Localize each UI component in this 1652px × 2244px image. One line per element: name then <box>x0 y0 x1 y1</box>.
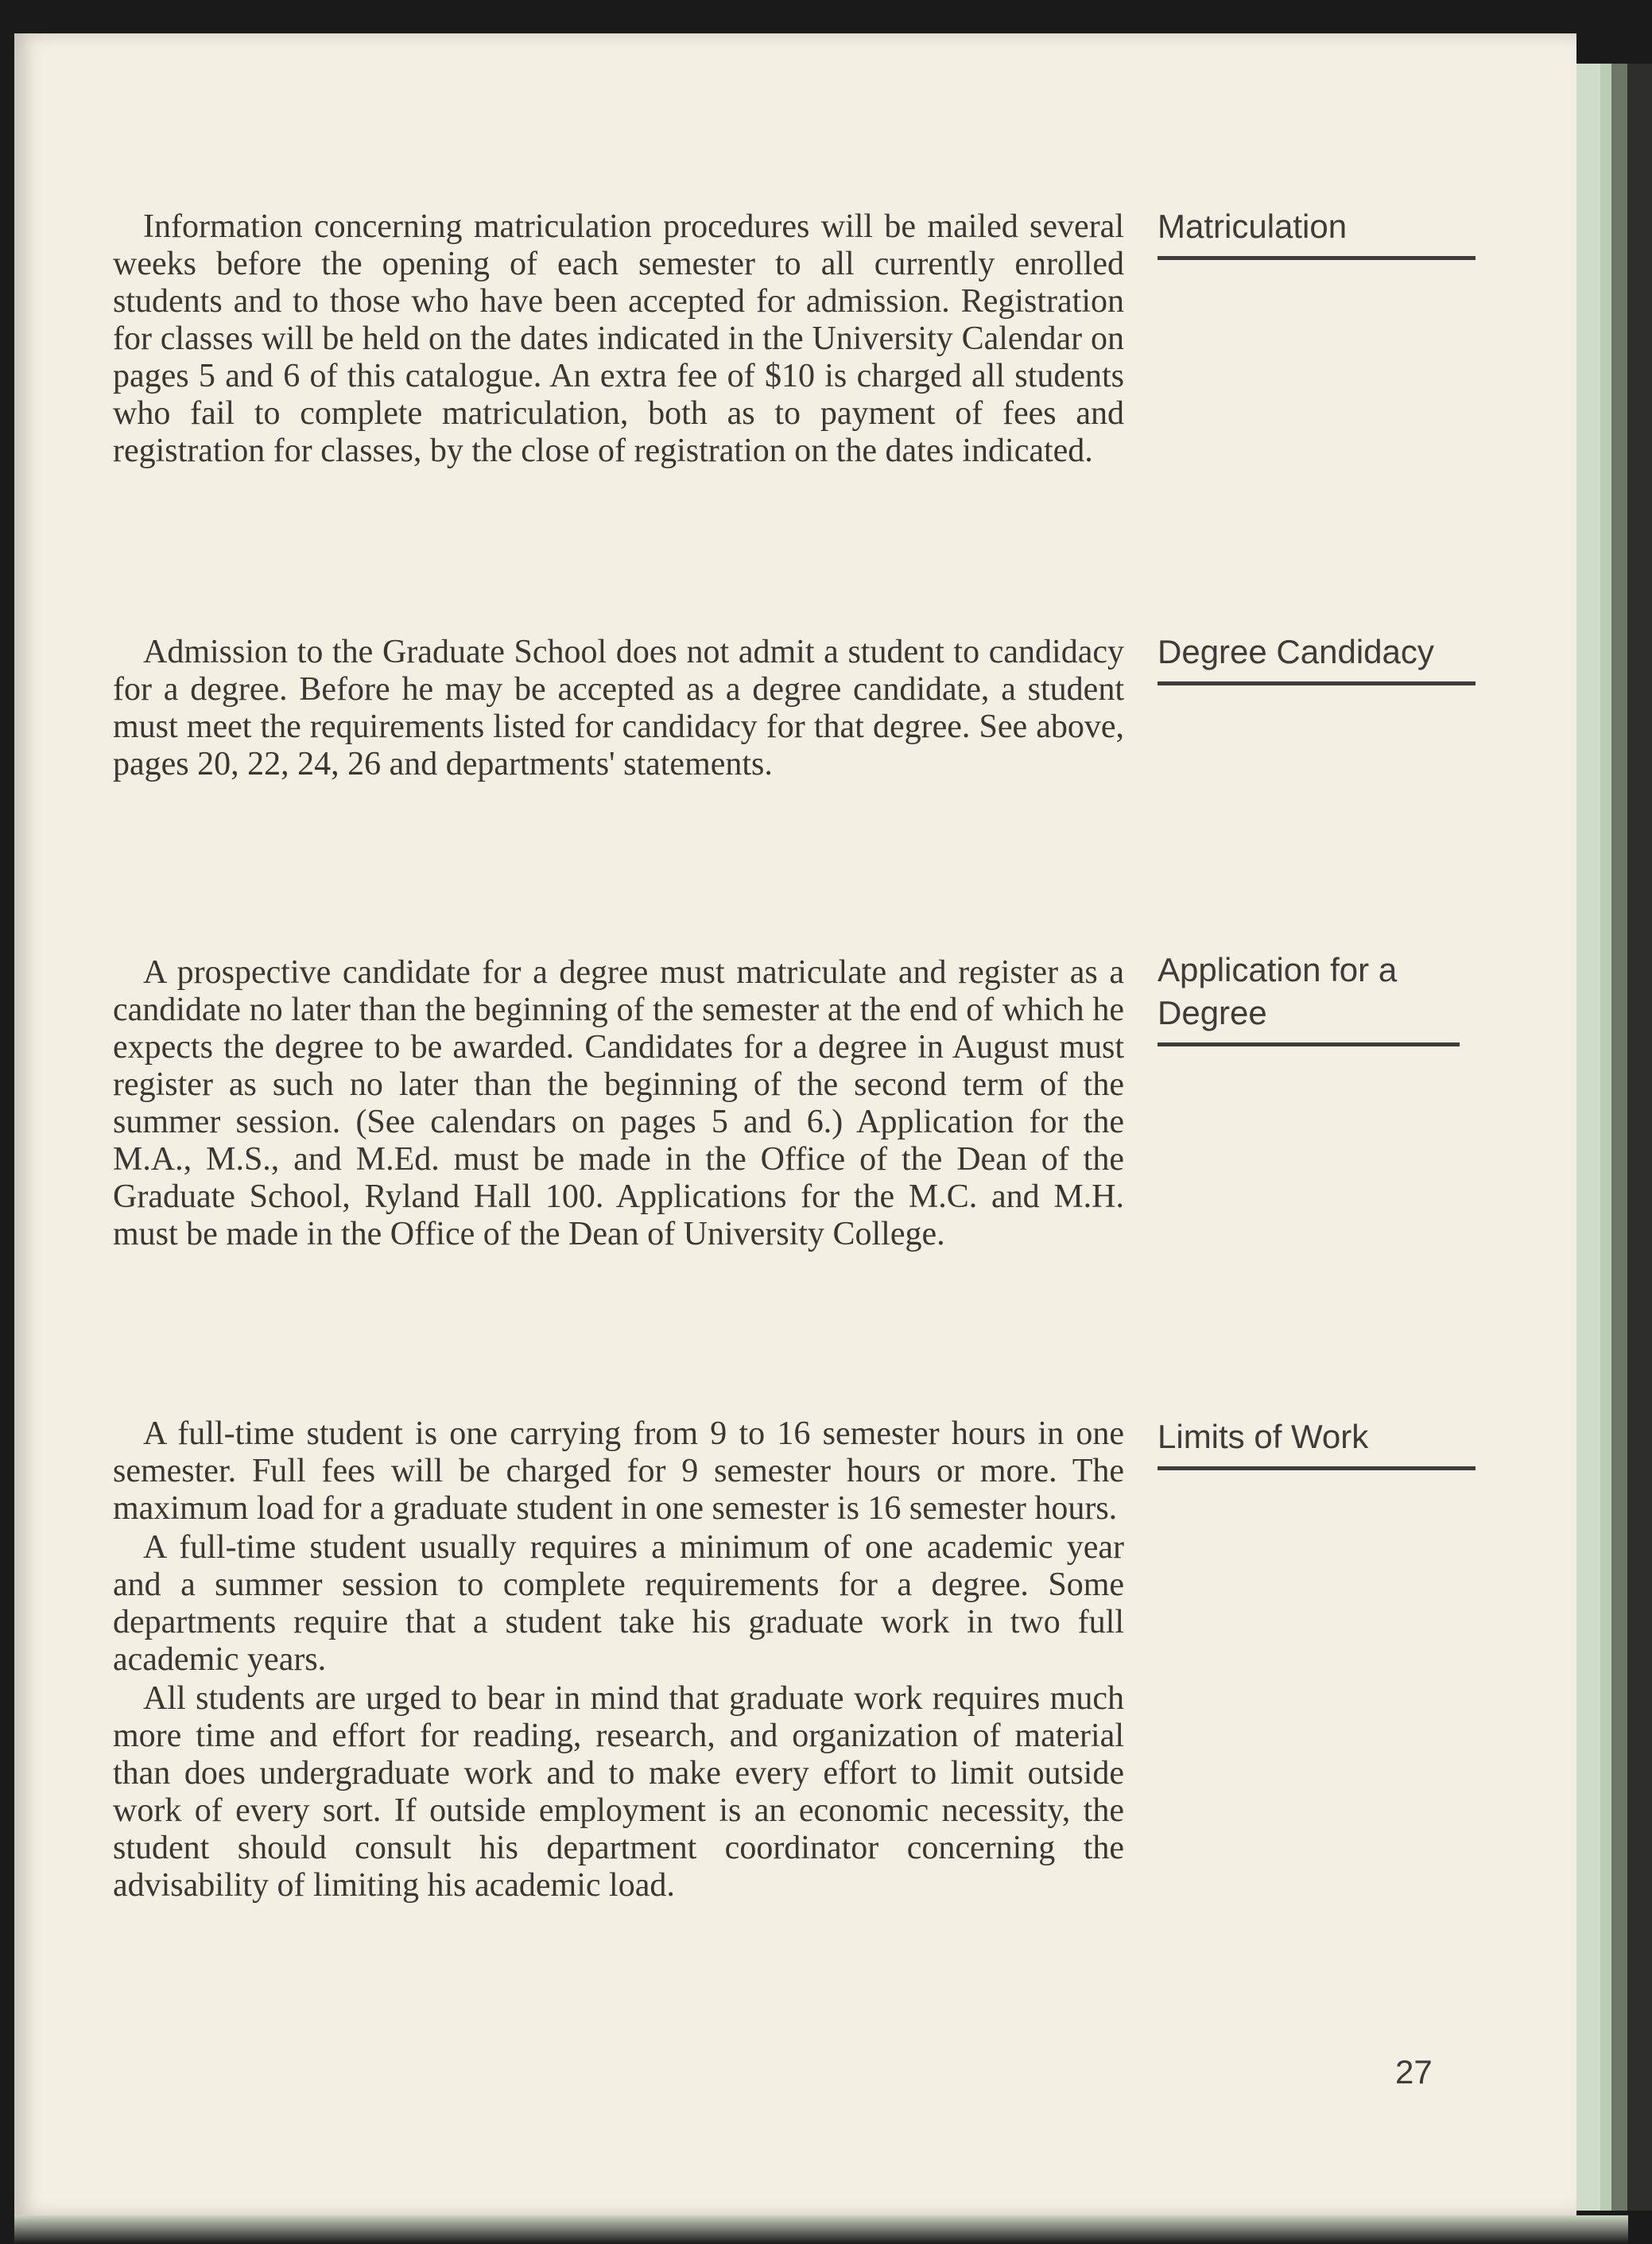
book-cover-edge <box>1627 64 1652 2211</box>
application-heading <box>1158 949 1460 1046</box>
section-heading: Application for a Degree <box>1158 949 1460 1046</box>
page-edge <box>1611 64 1627 2211</box>
matriculation-heading <box>1158 205 1476 260</box>
limits-of-work-text <box>113 1415 1124 1904</box>
section-heading: Limits of Work <box>1158 1415 1476 1470</box>
page-number: 27 <box>1395 2053 1433 2091</box>
section-heading: Matriculation <box>1158 205 1476 260</box>
page-bottom-edge <box>14 2215 1628 2244</box>
degree-candidacy-text <box>113 634 1124 783</box>
degree-candidacy-heading <box>1158 631 1476 685</box>
paragraph: A prospective candidate for a degree must matriculate and register as a candidate no later than the beginning of the semester at the end of which he expects the degree to be awarded. Candidates for a degree in August must register as such no later than the beginning of the second term of the summer session. (See calendars on pages 5 and 6.) Application for the M.A., M.S., and M.Ed. must be made in the Office of the Dean of the Graduate School, Ryland Hall 100. Applications for the M.C. and M.H. must be made in the Office of the Dean of University College. <box>113 954 1124 1252</box>
section-heading: Degree Candidacy <box>1158 631 1476 685</box>
paragraph: All students are urged to bear in mind that graduate work requires much more time and effort for reading, research, and organization of material than does undergraduate work and to make every effort to limit outside work of every sort. If outside employment is an economic necessity, the student should consult his department coordinator concerning the advisability of limiting his academic load. <box>113 1680 1124 1904</box>
paragraph: Admission to the Graduate School does not admit a student to candidacy for a degree. Before he may be accepted as a degree candidate, a student must meet the requirements listed for candidacy for that degree. See above, pages 20, 22, 24, 26 and departments' statements. <box>113 634 1124 782</box>
paragraph: A full-time student is one carrying from 9 to 16 semester hours in one semester. Full fees will be charged for 9 semester hours or more. The maximum load for a graduate student in one semester is 16 semester hours. <box>113 1415 1124 1527</box>
page-edge <box>1576 64 1600 2211</box>
limits-of-work-heading <box>1158 1415 1476 1470</box>
page-edge <box>1600 64 1611 2211</box>
matriculation-text <box>113 208 1124 470</box>
application-text <box>113 954 1124 1253</box>
paragraph: Information concerning matriculation procedures will be mailed several weeks before the opening of each semester to all currently enrolled students and to those who have been accepted for admission. Registration for classes will be held on the dates indicated in the University Calendar on pages 5 and 6 of this catalogue. An extra fee of $10 is charged all students who fail to complete matriculation, both as to payment of fees and registration for classes, by the close of registration on the dates indicated. <box>113 208 1124 469</box>
paragraph: A full-time student usually requires a minimum of one academic year and a summer session to complete requirements for a degree. Some departments require that a student take his graduate work in two full academic years. <box>113 1529 1124 1678</box>
